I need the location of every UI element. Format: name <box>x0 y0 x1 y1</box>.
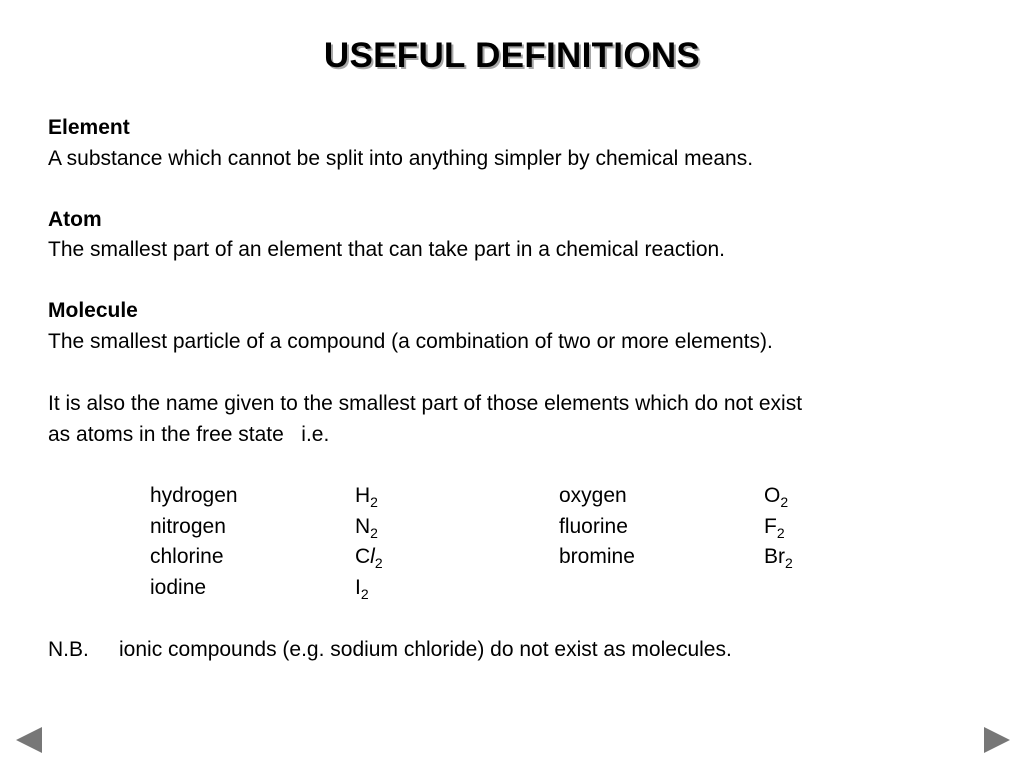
element-formula: $I_2$ <box>355 576 369 602</box>
element-formula: $O_2$ <box>764 484 789 510</box>
note-line-2: as atoms in the free state i.e. <box>48 423 330 446</box>
element-name: fluorine <box>559 515 628 538</box>
element-formula: $N_2$ <box>355 515 378 541</box>
element-name: oxygen <box>559 484 627 507</box>
element-name: iodine <box>150 576 207 599</box>
definition-molecule: The smallest particle of a compound (a combination of two or more elements). <box>48 330 773 353</box>
definition-element: A substance which cannot be split into anything simpler by chemical means. <box>48 147 754 170</box>
triangle-left-icon[interactable] <box>16 727 42 753</box>
note-line-1: It is also the name given to the smallest part of those elements which do not exist <box>48 392 803 415</box>
element-name: chlorine <box>150 545 224 568</box>
element-formula: $Cl_2$ <box>355 545 383 571</box>
element-name: hydrogen <box>150 484 238 507</box>
element-name: bromine <box>559 545 635 568</box>
element-formula: $F_2$ <box>764 515 785 541</box>
nb-label: N.B. <box>48 638 89 661</box>
triangle-right-icon[interactable] <box>984 727 1010 753</box>
term-atom: Atom <box>48 208 102 231</box>
definition-atom: The smallest part of an element that can take part in a chemical reaction. <box>48 238 726 261</box>
nb-text: ionic compounds (e.g. sodium chloride) do not exist as molecules. <box>119 638 732 661</box>
page-title: USEFUL DEFINITIONS <box>323 36 701 75</box>
term-element: Element <box>48 116 130 139</box>
element-formula: $H_2$ <box>355 484 378 510</box>
element-name: nitrogen <box>150 515 226 538</box>
term-molecule: Molecule <box>48 299 138 322</box>
element-formula: $Br_2$ <box>764 545 793 571</box>
